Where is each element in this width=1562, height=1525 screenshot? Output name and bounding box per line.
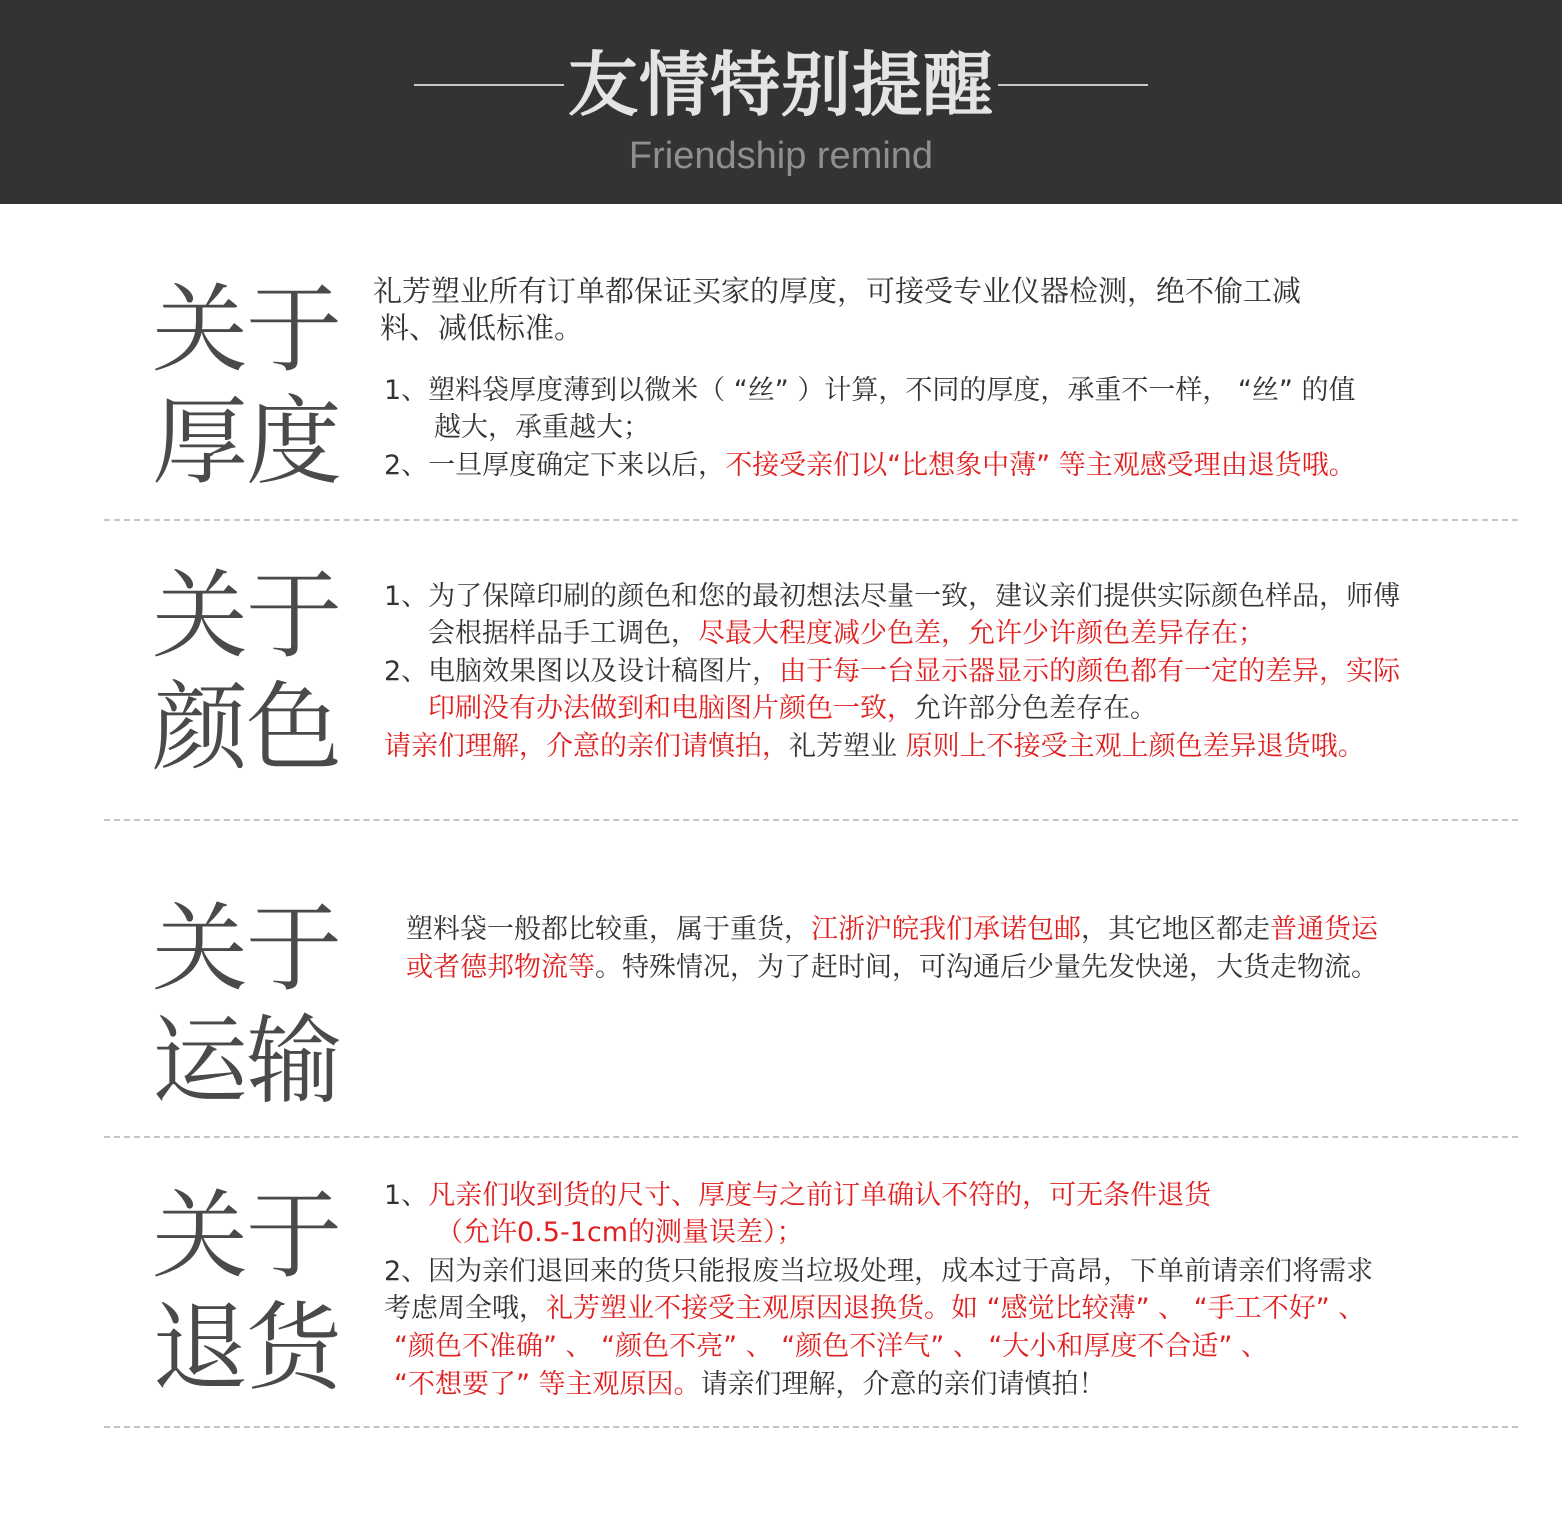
- color-item2-line2-warning: 印刷没有办法做到和电脑图片颜色一致，: [428, 693, 914, 724]
- divider: [104, 1136, 1518, 1138]
- color-item2-line1-warning: 由于每一台显示器显示的颜色都有一定的差异，实际: [779, 656, 1401, 687]
- thickness-intro-line2: 料、减低标准。: [380, 311, 584, 345]
- returns-item2-line3: “颜色不准确” 、 “颜色不亮” 、 “颜色不洋气” 、 “大小和厚度不合适” 、: [394, 1331, 1268, 1362]
- thickness-item1-line1: 1、塑料袋厚度薄到以微米（ “丝” ）计算，不同的厚度，承重不一样， “丝” 的值: [384, 375, 1356, 406]
- shipping-line1-prefix: 塑料袋一般都比较重，属于重货，: [406, 914, 811, 945]
- color-item1-line2-warning: 尽最大程度减少色差，允许少许颜色差异存在；: [698, 618, 1265, 649]
- page-title: 友情特别提醒: [568, 44, 994, 126]
- banner-title-row: [0, 40, 1562, 130]
- divider: [104, 819, 1518, 821]
- shipping-line1: [406, 911, 1378, 948]
- color-item2-line2-suffix: 允许部分色差存在。: [914, 693, 1157, 724]
- section-returns-label: [152, 1180, 352, 1404]
- thickness-item2-warning: 不接受亲们以“比想象中薄” 等主观感受理由退货哦。: [725, 450, 1356, 481]
- color-note-brand: 礼芳塑业: [789, 731, 897, 762]
- label-line1: 关于: [152, 274, 340, 386]
- returns-item1-line1: [384, 1177, 1211, 1214]
- returns-item2-line2-warning: 礼芳塑业不接受主观原因退换货。如 “感觉比较薄” 、 “手工不好” 、: [546, 1293, 1366, 1324]
- label-line1: 关于: [152, 1180, 340, 1292]
- shipping-line1-mid: ，其它地区都走: [1081, 914, 1270, 945]
- color-note: [384, 728, 1365, 765]
- returns-item2-line2-prefix: 考虑周全哦，: [384, 1293, 546, 1324]
- label-line2: 厚度: [152, 386, 340, 498]
- returns-item2-line4-suffix: 请亲们理解，介意的亲们请慎拍！: [700, 1369, 1106, 1400]
- divider: [104, 519, 1518, 521]
- shipping-line2: [406, 949, 1378, 986]
- header-banner: [0, 0, 1562, 204]
- label-line2: 颜色: [152, 672, 340, 784]
- section-thickness-label: [152, 274, 352, 498]
- page-subtitle: Friendship remind: [628, 135, 934, 177]
- returns-item2-line2: [384, 1290, 1365, 1327]
- color-item1-line1: 1、为了保障印刷的颜色和您的最初想法尽量一致，建议亲们提供实际颜色样品，师傅: [384, 581, 1401, 612]
- label-line2: 运输: [152, 1005, 340, 1117]
- shipping-free-region: 江浙沪皖我们承诺包邮: [811, 914, 1081, 945]
- section-color-label: [152, 560, 352, 784]
- color-note-part1: 请亲们理解，介意的亲们请慎拍，: [384, 731, 789, 762]
- shipping-logistics: 或者德邦物流等: [406, 952, 595, 983]
- thickness-item2-prefix: 2、一旦厚度确定下来以后，: [384, 450, 726, 481]
- color-item2-line1-prefix: 2、电脑效果图以及设计稿图片，: [384, 656, 780, 687]
- thickness-item2: [384, 447, 1356, 484]
- label-line2: 退货: [152, 1292, 340, 1404]
- color-item1-line2: [428, 615, 1265, 652]
- returns-item2-line4-warning: “不想要了” 等主观原因。: [394, 1369, 701, 1400]
- section-shipping-label: [152, 893, 352, 1117]
- color-item1-line2-prefix: 会根据样品手工调色，: [428, 618, 698, 649]
- label-line1: 关于: [152, 560, 340, 672]
- shipping-line2-suffix: 。特殊情况，为了赶时间，可沟通后少量先发快递，大货走物流。: [595, 952, 1378, 983]
- color-note-part2: 原则上不接受主观上颜色差异退货哦。: [897, 731, 1365, 762]
- label-line1: 关于: [152, 893, 340, 1005]
- returns-item1-line2: （允许0.5-1cm的测量误差）；: [436, 1217, 804, 1248]
- color-item2-line1: [384, 653, 1400, 690]
- color-item2-line2: [428, 690, 1157, 727]
- returns-item1-prefix: 1、: [384, 1180, 429, 1211]
- thickness-intro-line1: 礼芳塑业所有订单都保证买家的厚度，可接受专业仪器检测，绝不偷工减: [373, 274, 1302, 308]
- shipping-freight: 普通货运: [1270, 914, 1378, 945]
- banner-rule-left: [414, 84, 564, 86]
- returns-item2-line1: 2、因为亲们退回来的货只能报废当垃圾处理，成本过于高昂，下单前请亲们将需求: [384, 1256, 1374, 1287]
- returns-item1-warning: 凡亲们收到货的尺寸、厚度与之前订单确认不符的，可无条件退货: [428, 1180, 1212, 1211]
- divider: [104, 1426, 1518, 1428]
- banner-rule-right: [998, 84, 1148, 86]
- thickness-item1-line2: 越大，承重越大；: [434, 412, 650, 443]
- returns-item2-line4: [394, 1366, 1106, 1403]
